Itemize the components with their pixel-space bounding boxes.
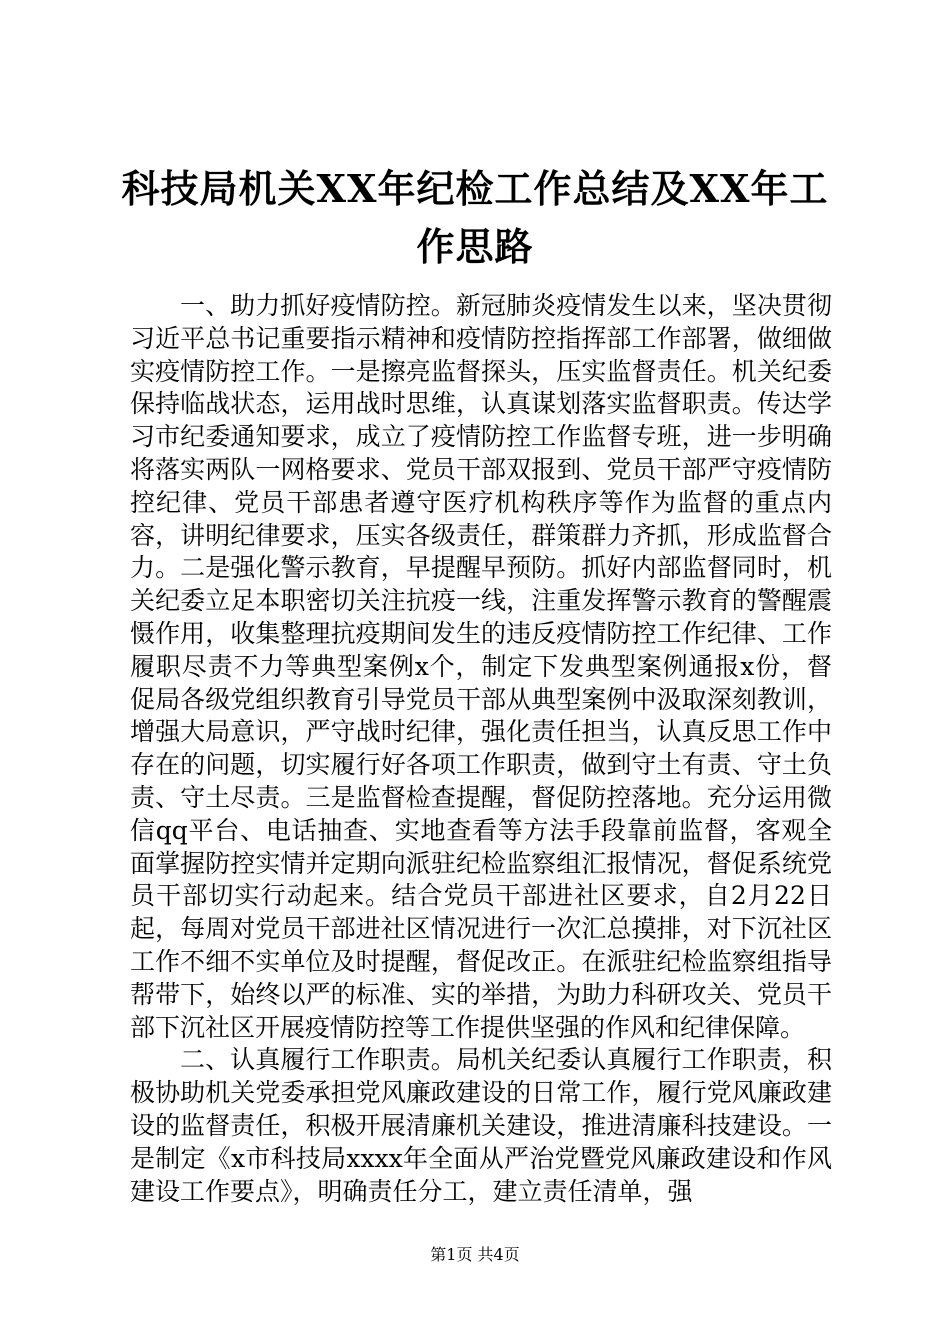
paragraph: 一、助力抓好疫情防控。新冠肺炎疫情发生以来，坚决贯彻习近平总书记重要指示精神和疫情防控指挥部工作部署，做细做实疫情防控工作。一是擦亮监督探头，压实监督责任。机关纪委保持临战状态，运用战时思维，认真谋划落实监督职责。传达学习市纪委通知要求，成立了疫情防控工作监督专班，进一步明确将落实两队一网格要求、党员干部双报到、党员干部严守疫情防控纪律、党员干部患者遵守医疗机构秩序等作为监督的重点内容，讲明纪律要求，压实各级责任，群策群力齐抓，形成监督合力。二是强化警示教育，早提醒早预防。抓好内部监督同时，机关纪委立足本职密切关注抗疫一线，注重发挥警示教育的警醒震慑作用，收集整理抗疫期间发生的违反疫情防控工作纪律、工作履职尽责不力等典型案例x个，制定下发典型案例通报x份，督促局各级党组织教育引导党员干部从典型案例中汲取深刻教训，增强大局意识，严守战时纪律，强化责任担当，认真反思工作中存在的问题，切实履行好各项工作职责，做到守土有责、守土负责、守土尽责。三是监督检查提醒，督促防控落地。充分运用微信qq平台、电话抽查、实地查看等方法手段靠前监督，客观全面掌握防控实情并定期向派驻纪检监察组汇报情况，督促系统党员干部切实行动起来。结合党员干部进社区要求，自2月22日起，每周对党员干部进社区情况进行一次汇总摸排，对下沉社区工作不细不实单位及时提醒，督促改正。在派驻纪检监察组指导帮带下，始终以严的标准、实的举措，为助力科研攻关、党员干部下沉社区开展疫情防控等工作提供坚强的作风和纪律保障。 xyxy=(130,291,832,1042)
page-footer: 第1页 共4页 xyxy=(430,1245,520,1264)
paragraph: 二、认真履行工作职责。局机关纪委认真履行工作职责，积极协助机关党委承担党风廉政建设的日常工作，履行党风廉政建设的监督责任，积极开展清廉机关建设，推进清廉科技建设。一是制定《x市科技局xxxx年全面从严治党暨党风廉政建设和作风建设工作要点》，明确责任分工，建立责任清单，强 xyxy=(130,1045,832,1206)
document-title: 科技局机关XX年纪检工作总结及XX年工作思路 xyxy=(121,166,829,269)
document-body xyxy=(130,290,832,1208)
